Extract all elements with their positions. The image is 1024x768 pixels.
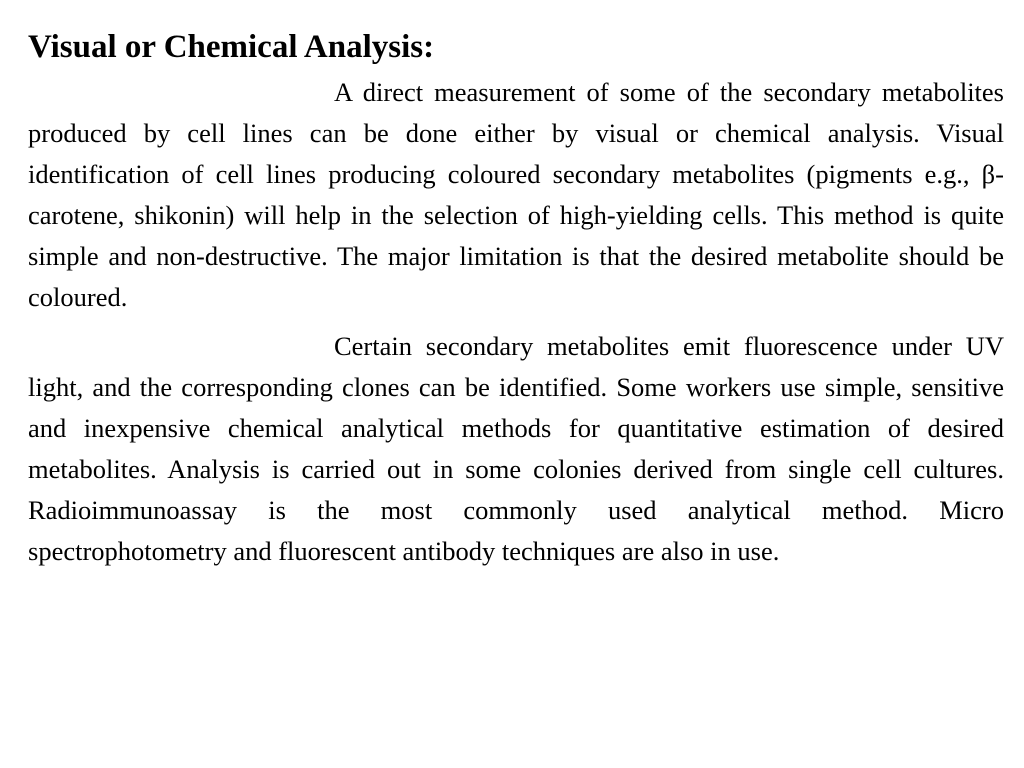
slide-heading: Visual or Chemical Analysis: (28, 29, 435, 65)
paragraph-chemical-analysis: Certain secondary metabolites emit fluorescence under UV light, and the corresponding clones can be identified. Some workers use simple, sensitive and inexpensive chemical analytical methods for quantitative estimation of desired metabolites. Analysis is carried out in some colonies derived from single cell cultures. Radioimmunoassay is the most commonly used analytical method. Micro spectrophotometry and fluorescent antibody techniques are also in use. (28, 331, 1004, 566)
paragraph-visual-analysis: A direct measurement of some of the secondary metabolites produced by cell lines can be done either by visual or chemical analysis. Visual identification of cell lines producing coloured secondary metabolites (pigments e.g., β-carotene, shikonin) will help in the selection of high-yielding cells. This method is quite simple and non-destructive. The major limitation is that the desired metabolite should be coloured. (28, 77, 1004, 312)
slide-content (28, 26, 1004, 572)
